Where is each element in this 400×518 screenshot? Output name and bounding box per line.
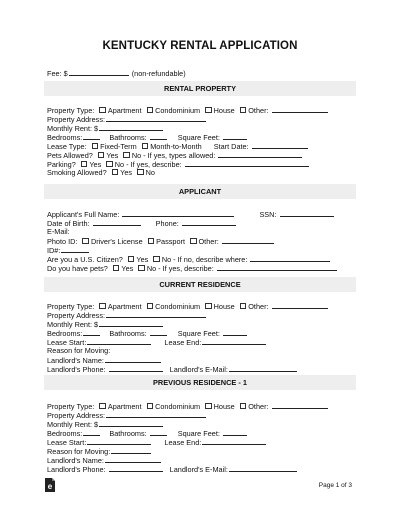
previous-bathrooms-field[interactable] (150, 428, 167, 436)
current-house-label: House (213, 302, 235, 311)
previous-address-field[interactable] (106, 410, 206, 418)
other-label: Other: (248, 106, 269, 115)
id-number-label: ID#: (47, 246, 61, 255)
ssn-field[interactable] (280, 209, 334, 217)
apartment-label: Apartment (107, 106, 142, 115)
page-number: Page 1 of 3 (318, 482, 352, 489)
square-feet-label: Square Feet: (177, 133, 220, 142)
current-bathrooms-label: Bathrooms: (109, 329, 147, 338)
fee-field[interactable] (69, 68, 129, 76)
email-row (47, 227, 70, 236)
current-landlord-name-label: Landlord's Name: (47, 356, 104, 365)
previous-other-checkbox[interactable] (240, 403, 247, 410)
dob-row (47, 218, 237, 228)
current-other-label: Other: (248, 302, 269, 311)
property-address-label: Property Address: (47, 115, 105, 124)
month-to-month-checkbox[interactable] (142, 143, 149, 150)
start-date-field[interactable] (252, 141, 308, 149)
current-landlord-name-field[interactable] (105, 355, 161, 363)
current-bedrooms-field[interactable] (83, 328, 100, 336)
fixed-term-checkbox[interactable] (92, 143, 99, 150)
dob-label: Date of Birth: (47, 219, 90, 228)
current-condominium-checkbox[interactable] (147, 303, 154, 310)
previous-rent-field[interactable] (99, 419, 163, 427)
id-number-field[interactable] (61, 245, 89, 253)
previous-landlord-phone-label: Landlord's Phone: (47, 465, 106, 474)
eforms-logo-icon (44, 478, 56, 492)
current-lease-start-field[interactable] (87, 337, 151, 345)
svg-text:e: e (47, 482, 53, 491)
fee-row (47, 68, 186, 78)
photo-id-other-checkbox[interactable] (190, 238, 197, 245)
photo-id-other-label: Other: (198, 237, 219, 246)
current-address-label: Property Address: (47, 311, 105, 320)
previous-condominium-checkbox[interactable] (147, 403, 154, 410)
section-applicant: APPLICANT (44, 184, 356, 199)
ssn-label: SSN: (259, 210, 277, 219)
condominium-checkbox[interactable] (147, 107, 154, 114)
pets-no-checkbox[interactable] (123, 152, 130, 159)
bedrooms-label: Bedrooms: (47, 133, 83, 142)
previous-lease-start-label: Lease Start: (47, 438, 87, 447)
previous-landlord-name-field[interactable] (105, 455, 161, 463)
phone-field[interactable] (182, 218, 236, 226)
previous-landlord-email-label: Landlord's E-Mail: (169, 465, 228, 474)
house-checkbox[interactable] (205, 107, 212, 114)
current-other-checkbox[interactable] (240, 303, 247, 310)
phone-label: Phone: (155, 219, 179, 228)
lease-type-label: Lease Type: (47, 142, 87, 151)
section-previous-residence: PREVIOUS RESIDENCE - 1 (44, 375, 356, 390)
smoking-no-label: No (145, 168, 155, 177)
citizen-no-label: No - If no, describe where: (161, 255, 248, 264)
current-reason-row (47, 346, 110, 355)
previous-house-checkbox[interactable] (205, 403, 212, 410)
current-bedrooms-label: Bedrooms: (47, 329, 83, 338)
smoking-yes-label: Yes (120, 168, 133, 177)
parking-no-checkbox[interactable] (106, 161, 113, 168)
monthly-rent-field[interactable] (99, 123, 163, 131)
current-landlord-email-label: Landlord's E-Mail: (169, 365, 228, 374)
current-lease-end-label: Lease End: (164, 338, 202, 347)
pets-yes-label: Yes (106, 151, 119, 160)
previous-bedrooms-label: Bedrooms: (47, 429, 83, 438)
parking-yes-checkbox[interactable] (81, 161, 88, 168)
have-pets-describe-field[interactable] (217, 263, 337, 271)
previous-address-label: Property Address: (47, 411, 105, 420)
previous-reason-label: Reason for Moving: (47, 447, 111, 456)
monthly-rent-label: Monthly Rent: $ (47, 124, 99, 133)
other-field[interactable] (272, 105, 328, 113)
current-landlord-email-field[interactable] (229, 364, 297, 372)
passport-label: Passport (156, 237, 185, 246)
section-current-residence: CURRENT RESIDENCE (44, 277, 356, 292)
previous-lease-start-field[interactable] (87, 437, 151, 445)
full-name-label: Applicant's Full Name: (47, 210, 120, 219)
current-address-field[interactable] (106, 310, 206, 318)
current-square-feet-field[interactable] (223, 328, 247, 336)
previous-landlord-email-field[interactable] (229, 464, 297, 472)
dob-field[interactable] (93, 218, 141, 226)
parking-label: Parking? (47, 160, 76, 169)
current-bathrooms-field[interactable] (150, 328, 167, 336)
current-apartment-label: Apartment (107, 302, 142, 311)
previous-lease-end-label: Lease End: (164, 438, 202, 447)
photo-id-label: Photo ID: (47, 237, 78, 246)
bedrooms-field[interactable] (83, 132, 100, 140)
previous-apartment-checkbox[interactable] (99, 403, 106, 410)
previous-condominium-label: Condominium (155, 402, 201, 411)
parking-describe-field[interactable] (185, 159, 309, 167)
previous-lease-end-field[interactable] (202, 437, 266, 445)
current-square-feet-label: Square Feet: (177, 329, 220, 338)
apartment-checkbox[interactable] (99, 107, 106, 114)
us-citizen-label: Are you a U.S. Citizen? (47, 255, 123, 264)
pets-yes-checkbox[interactable] (98, 152, 105, 159)
current-landlord-contact-row (47, 364, 298, 374)
have-pets-row (47, 263, 338, 273)
citizen-describe-field[interactable] (250, 254, 330, 262)
pets-no-label: No - If yes, types allowed: (131, 151, 216, 160)
have-pets-yes-label: Yes (121, 264, 134, 273)
smoking-no-checkbox[interactable] (137, 169, 144, 176)
property-address-field[interactable] (106, 114, 206, 122)
fixed-term-label: Fixed-Term (100, 142, 137, 151)
previous-apartment-label: Apartment (107, 402, 142, 411)
photo-id-other-field[interactable] (222, 236, 274, 244)
bathrooms-label: Bathrooms: (109, 133, 147, 142)
current-condominium-label: Condominium (155, 302, 201, 311)
have-pets-no-checkbox[interactable] (138, 265, 145, 272)
previous-property-type-label: Property Type: (47, 402, 95, 411)
pets-types-field[interactable] (218, 150, 302, 158)
smoking-yes-checkbox[interactable] (112, 169, 119, 176)
current-landlord-phone-field[interactable] (109, 364, 163, 372)
house-label: House (213, 106, 235, 115)
previous-bedrooms-field[interactable] (83, 428, 100, 436)
fee-note: (non-refundable) (131, 69, 186, 78)
previous-rent-label: Monthly Rent: $ (47, 420, 99, 429)
drivers-license-checkbox[interactable] (82, 238, 89, 245)
have-pets-yes-checkbox[interactable] (113, 265, 120, 272)
previous-other-label: Other: (248, 402, 269, 411)
current-reason-label: Reason for Moving: (47, 346, 111, 355)
smoking-allowed-label: Smoking Allowed? (47, 168, 107, 177)
document-title: KENTUCKY RENTAL APPLICATION (102, 40, 298, 52)
citizen-no-checkbox[interactable] (153, 256, 160, 263)
full-name-field[interactable] (122, 209, 234, 217)
bathrooms-field[interactable] (150, 132, 167, 140)
month-to-month-label: Month-to-Month (150, 142, 202, 151)
property-type-label: Property Type: (47, 106, 95, 115)
citizen-yes-checkbox[interactable] (128, 256, 135, 263)
condominium-label: Condominium (155, 106, 201, 115)
pets-allowed-label: Pets Allowed? (47, 151, 93, 160)
current-lease-end-field[interactable] (202, 337, 266, 345)
have-pets-no-label: No - If yes, describe: (146, 264, 214, 273)
current-rent-field[interactable] (99, 319, 163, 327)
drivers-license-label: Driver's License (90, 237, 143, 246)
previous-landlord-name-label: Landlord's Name: (47, 456, 104, 465)
current-landlord-phone-label: Landlord's Phone: (47, 365, 106, 374)
citizen-yes-label: Yes (136, 255, 149, 264)
current-house-checkbox[interactable] (205, 303, 212, 310)
previous-landlord-contact-row (47, 464, 298, 474)
previous-bathrooms-label: Bathrooms: (109, 429, 147, 438)
other-checkbox[interactable] (240, 107, 247, 114)
previous-house-label: House (213, 402, 235, 411)
current-property-type-label: Property Type: (47, 302, 95, 311)
previous-other-field[interactable] (272, 401, 328, 409)
parking-no-label: No - If yes, describe: (114, 160, 182, 169)
fee-label: Fee: $ (47, 69, 68, 78)
current-other-field[interactable] (272, 301, 328, 309)
section-rental-property: RENTAL PROPERTY (44, 81, 356, 96)
previous-reason-field[interactable] (111, 446, 151, 454)
current-lease-start-label: Lease Start: (47, 338, 87, 347)
previous-landlord-phone-field[interactable] (109, 464, 163, 472)
current-apartment-checkbox[interactable] (99, 303, 106, 310)
smoking-row (47, 168, 155, 177)
current-rent-label: Monthly Rent: $ (47, 320, 99, 329)
email-label: E-Mail: (47, 227, 70, 236)
previous-square-feet-label: Square Feet: (177, 429, 220, 438)
square-feet-field[interactable] (223, 132, 247, 140)
parking-yes-label: Yes (89, 160, 102, 169)
start-date-label: Start Date: (213, 142, 249, 151)
passport-checkbox[interactable] (148, 238, 155, 245)
have-pets-label: Do you have pets? (47, 264, 108, 273)
previous-square-feet-field[interactable] (223, 428, 247, 436)
